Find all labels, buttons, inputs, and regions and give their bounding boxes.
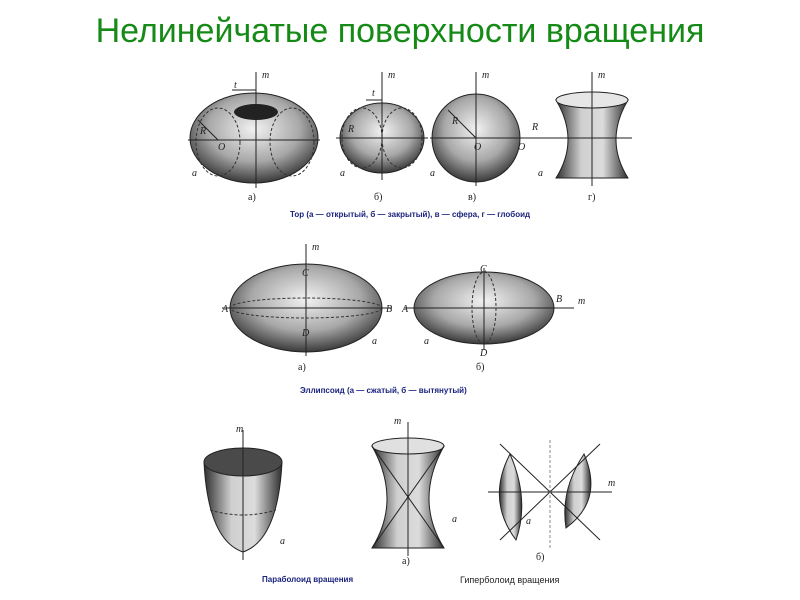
sphere-a-label: a [430, 168, 435, 179]
sphere-r-label: R [452, 116, 459, 127]
globoid-a-label: a [538, 168, 543, 179]
hyperboloid-one-sheet [372, 422, 444, 556]
torus-b-t-label: t [372, 88, 375, 99]
sphere-m-label: m [482, 70, 490, 81]
torus-a-a-label: a [192, 168, 197, 179]
ellipsoid-caption: Эллипсоид (а — сжатый, б — вытянутый) [300, 386, 467, 395]
paraboloid [204, 430, 282, 560]
torus-b-m-label: m [388, 70, 396, 81]
hyperboloid-m1-label: m [394, 416, 402, 427]
ellipsoid-prolate [404, 268, 574, 350]
hyperboloid-two-sheet [488, 440, 612, 548]
sphere [430, 72, 522, 186]
globoid-o-label: O [518, 142, 526, 153]
torus-b-a-label: a [340, 168, 345, 179]
ellipsoid-b-a-label: a [424, 336, 429, 347]
torus-b-sub: б) [374, 192, 383, 203]
ellipsoid-a-m-label: m [312, 242, 320, 253]
hyperboloid-a-sub: а) [402, 556, 410, 567]
ellipsoid-b-sub: б) [476, 362, 485, 373]
globoid-m-label: m [598, 70, 606, 81]
torus-a-m-label: m [262, 70, 270, 81]
torus-a-r-label: R [200, 126, 207, 137]
sphere-sub: в) [468, 192, 477, 203]
ellipsoid-a-sub: а) [298, 362, 306, 373]
ellipsoid-b-a-point: A [402, 304, 409, 315]
page-title: Нелинейчатые поверхности вращения [95, 12, 705, 50]
ellipsoid-a-a-point: A [222, 304, 229, 315]
ellipsoid-a-d-point: D [302, 328, 310, 339]
globoid-r-label: R [532, 122, 539, 133]
hyperboloid-b-m-label: m [608, 478, 616, 489]
sphere-o-label: O [474, 142, 482, 153]
torus-a-o-label: O [218, 142, 226, 153]
ellipsoid-b-d-point: D [480, 348, 488, 359]
torus-b-r-label: R [348, 124, 355, 135]
paraboloid-caption: Параболоид вращения [262, 575, 354, 584]
ellipsoid-a-b-point: B [386, 304, 393, 315]
ellipsoid-a-c-point: C [302, 268, 309, 279]
paraboloid-m-label: m [236, 424, 244, 435]
ellipsoid-b-b-point: B [556, 294, 563, 305]
hyperboloid-b-sub: б) [536, 552, 545, 563]
ellipsoid-b-m-label: m [578, 296, 586, 307]
torus-a-sub: а) [248, 192, 256, 203]
ellipsoid-b-c-point: C [480, 264, 487, 275]
ellipsoid-a-a-label: a [372, 336, 377, 347]
hyperboloid-b-a-label: a [526, 516, 531, 527]
torus-open [188, 72, 320, 188]
torus-a-t-label: t [234, 80, 237, 91]
hyperboloid-a-a-label: a [452, 514, 457, 525]
paraboloid-a-label: a [280, 536, 285, 547]
ellipsoid-oblate [222, 244, 392, 356]
globoid-sub: г) [588, 192, 596, 203]
hyperboloid-caption: Гиперболоид вращения [460, 575, 560, 585]
torus-caption: Тор (а — открытый, б — закрытый), в — сфера, г — глобоид [290, 210, 531, 219]
